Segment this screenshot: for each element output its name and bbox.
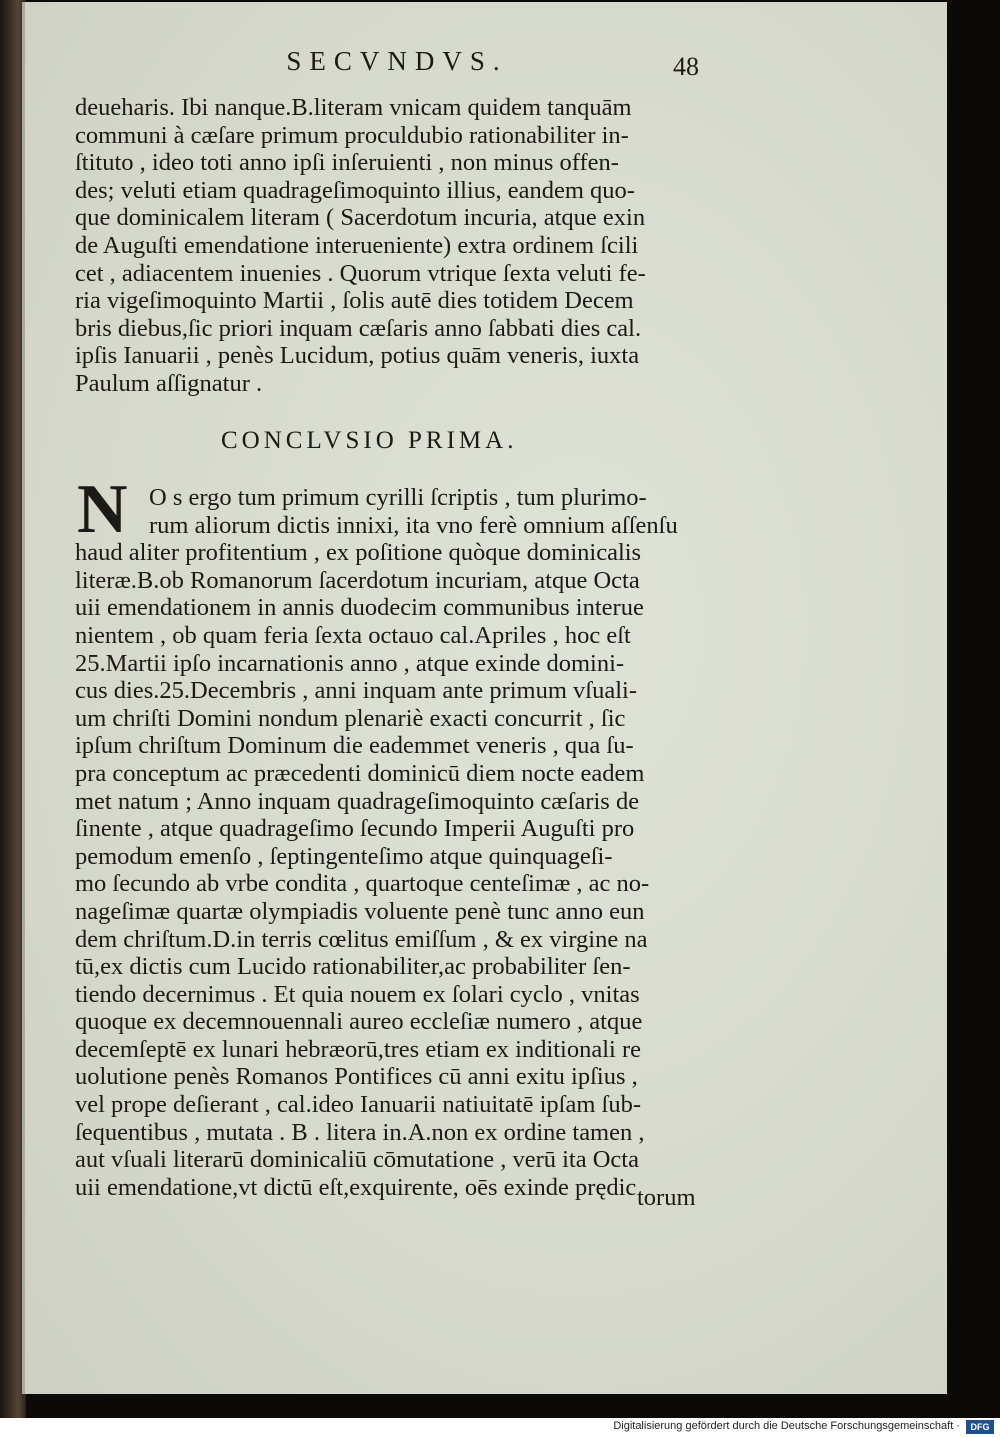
section-heading: CONCLVSIO PRIMA.: [221, 427, 518, 454]
text-line: pra conceptum ac præcedenti dominicū diem nocte eadem: [75, 759, 645, 787]
text-line: rum aliorum dictis innixi, ita vno ferè omnium aſſenſu: [149, 511, 678, 539]
text-line: quoque ex decemnouennali aureo eccleſiæ numero , atque: [75, 1008, 643, 1036]
text-line: ipſum chriſtum Dominum die eademmet veneris , qua ſu-: [75, 732, 634, 760]
text-line: pemodum emenſo , ſeptingenteſimo atque quinquageſi-: [75, 842, 613, 870]
drop-cap: N: [77, 471, 128, 548]
paragraph-2: [75, 484, 765, 1201]
page-number: 48: [673, 52, 699, 81]
text-line: ſinente , atque quadrageſimo ſecundo Imperii Auguſti pro: [75, 815, 635, 843]
text-line: deueharis. Ibi nanque.B.literam vnicam quidem tanquām: [75, 94, 632, 121]
text-line: aut vſuali literarū dominicaliū cōmutatione , verū ita Octa: [75, 1146, 639, 1174]
text-line: cus dies.25.Decembris , anni inquam ante primum vſuali-: [75, 677, 638, 705]
text-line: nageſimæ quartæ olympiadis voluente penè tunc anno eun: [75, 897, 645, 925]
text-line: decemſeptē ex lunari hebræorū,tres etiam ex inditionali re: [75, 1035, 642, 1063]
text-line: tiendo decernimus . Et quia nouem ex ſolari cyclo , vnitas: [75, 980, 640, 1008]
text-line: uii emendatione,vt dictū eſt,exquirente, oēs exinde prędic: [75, 1173, 637, 1201]
dfg-logo: DFG: [966, 1420, 994, 1434]
text-line: communi à cæſare primum proculdubio rationabiliter in-: [75, 121, 629, 149]
text-line: de Auguſti emendatione interueniente) extra ordinem ſcili: [75, 231, 639, 259]
text-line: uolutione penès Romanos Pontifices cū anni exitu ipſius ,: [75, 1063, 638, 1091]
text-line: uii emendationem in annis duodecim communibus interue: [75, 594, 644, 622]
text-line: tū,ex dictis cum Lucido rationabiliter,ac probabiliter ſen-: [75, 953, 631, 981]
funding-credit: Digitalisierung gefördert durch die Deutsche Forschungsgemeinschaft ·: [613, 1420, 960, 1432]
text-line: um chriſti Domini nondum plenariè exacti concurrit , ſic: [75, 704, 626, 732]
text-line: met natum ; Anno inquam quadrageſimoquinto cæſaris de: [75, 787, 640, 815]
footer-bar: [0, 1418, 1000, 1438]
text-line: 25.Martii ipſo incarnationis anno , atque exinde domini-: [75, 649, 625, 677]
text-line: literæ.B.ob Romanorum ſacerdotum incuriam, atque Octa: [75, 566, 640, 594]
text-line: que dominicalem literam ( Sacerdotum incuria, atque exin: [75, 204, 646, 232]
text-line: dem chriſtum.D.in terris cœlitus emiſſum , & ex virgine na: [75, 925, 648, 953]
running-head: SECVNDVS.: [286, 46, 508, 76]
text-line: mo ſecundo ab vrbe condita , quartoque centeſimæ , ac no-: [75, 870, 650, 898]
text-line: O s ergo tum primum cyrilli ſcriptis , tum plurimo-: [149, 484, 647, 511]
catchword: torum: [637, 1184, 696, 1211]
text-line: ria vigeſimoquinto Martii , ſolis autē dies totidem Decem: [75, 287, 634, 315]
text-line: ſequentibus , mutata . B . litera in.A.non ex ordine tamen ,: [75, 1118, 645, 1146]
book-page: [22, 2, 947, 1394]
text-line: vel prope deſierant , cal.ideo Ianuarii natiuitatē ipſam ſub-: [75, 1091, 642, 1119]
paragraph-1: [75, 94, 765, 398]
text-line: ſtituto , ideo toti anno ipſi inſeruienti , non minus offen-: [75, 149, 619, 177]
text-line: Paulum aſſignatur .: [75, 369, 263, 397]
text-line: haud aliter profitentium , ex poſitione quòque dominicalis: [75, 539, 642, 567]
text-line: des; veluti etiam quadrageſimoquinto illius, eandem quo-: [75, 176, 635, 204]
text-line: cet , adiacentem inuenies . Quorum vtrique ſexta veluti fe-: [75, 259, 646, 287]
text-line: nientem , ob quam feria ſexta octauo cal.Apriles , hoc eſt: [75, 621, 631, 649]
text-line: bris diebus,ſic priori inquam cæſaris anno ſabbati dies cal.: [75, 314, 642, 342]
text-line: ipſis Ianuarii , penès Lucidum, potius quām veneris, iuxta: [75, 342, 640, 370]
